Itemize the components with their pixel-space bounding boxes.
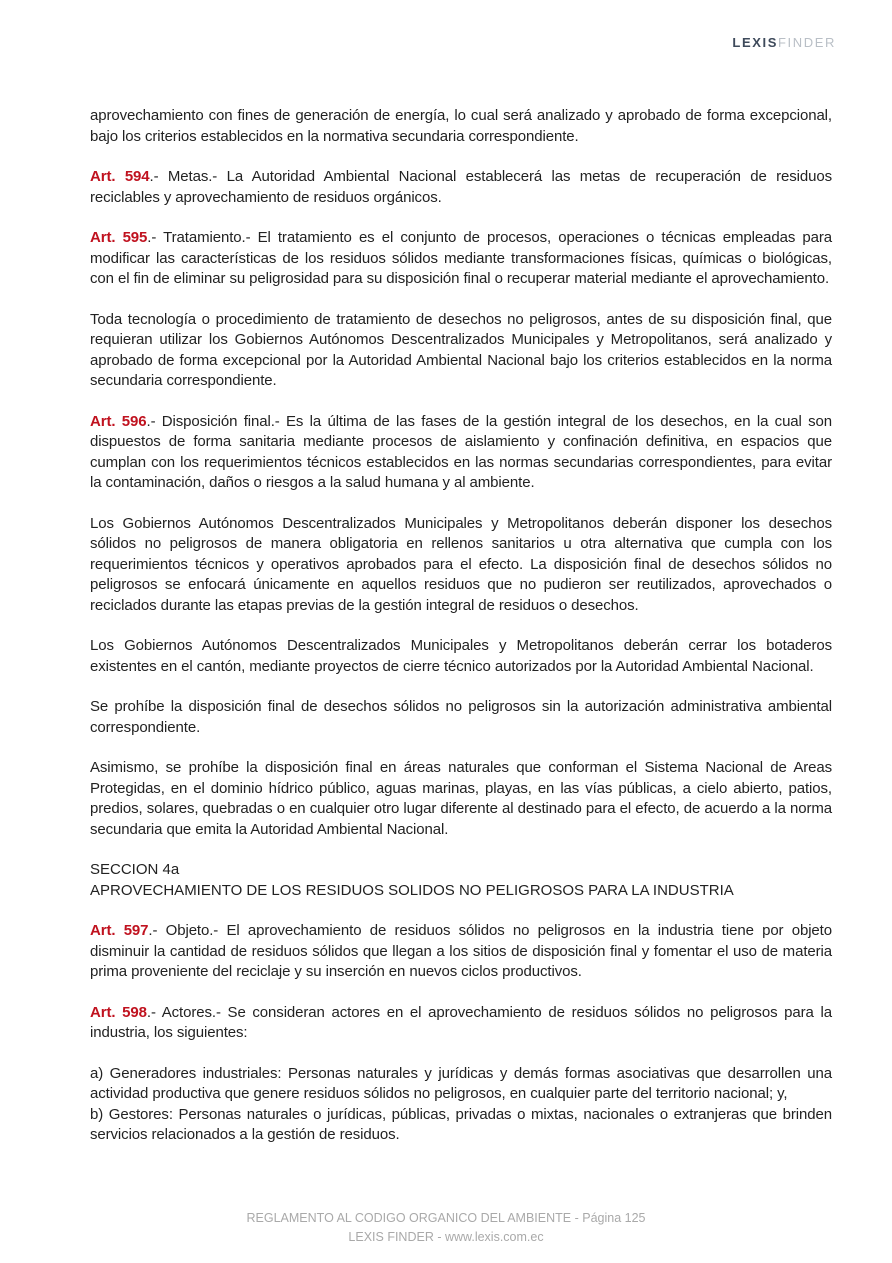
- article-594-label: Art. 594: [90, 168, 150, 185]
- document-content: [90, 106, 832, 1166]
- paragraph-article-595: [90, 228, 832, 290]
- paragraph-prohibe-disposicion: Se prohíbe la disposición final de desechos sólidos no peligrosos sin la autorización administrativa ambiental correspondiente.: [90, 698, 832, 736]
- article-596-label: Art. 596: [90, 412, 147, 430]
- paragraph-tecnologia: Toda tecnología o procedimiento de tratamiento de desechos no peligrosos, antes de su disposición final, que requieran utilizar los Gobiernos Autónomos Descentralizados Municipales y Metropolitanos, será analizado y aprobado de forma excepcional por la Autoridad Ambiental Nacional bajo los criterios establecidos en la norma secundaria correspondiente.: [90, 310, 832, 389]
- section-heading-title: APROVECHAMIENTO DE LOS RESIDUOS SOLIDOS NO PELIGROSOS PARA LA INDUSTRIA: [90, 881, 734, 899]
- article-598-text: .- Actores.- Se consideran actores en el aprovechamiento de residuos sólidos no peligrosos para la industria, los siguientes:: [90, 1003, 832, 1041]
- logo-text-finder: FINDER: [778, 35, 836, 50]
- paragraph-article-598: [90, 1003, 832, 1044]
- paragraph-asimismo: Asimismo, se prohíbe la disposición final en áreas naturales que conforman el Sistema Nacional de Areas Protegidas, en el dominio hídrico público, aguas marinas, playas, en las vías públicas, a cielo abierto, patios, predios, solares, quebradas o en cualquier otro lugar diferente al destinado para el efecto, de acuerdo a la norma secundaria que emita la Autoridad Ambiental Nacional.: [90, 759, 832, 838]
- footer-source: LEXIS FINDER - www.lexis.com.ec: [348, 1230, 544, 1244]
- list-item-a-generadores: a) Generadores industriales: Personas naturales y jurídicas y demás formas asociativas que desarrollen una actividad productiva que genere residuos sólidos no peligrosos, en cualquier parte del territorio nacional; y,: [90, 1064, 832, 1102]
- section-heading-number: SECCION 4a: [90, 861, 180, 878]
- article-595-text: .- Tratamiento.- El tratamiento es el conjunto de procesos, operaciones o técnicas empleadas para modificar las características de los residuos sólidos mediante transformaciones físicas, químicas o biológicas, con el fin de eliminar su peligrosidad para su disposición final o recuperar material mediante el aprovechamiento.: [90, 229, 832, 287]
- article-596-text: .- Disposición final.- Es la última de las fases de la gestión integral de los desechos, en la cual son dispuestos de forma sanitaria mediante procesos de aislamiento y confinación definitiva, en espacios que cumplan con los requerimientos técnicos establecidos en las normas secundarias correspondientes, para evitar la contaminación, daños o riesgos a la salud humana y al ambiente.: [90, 412, 832, 491]
- article-597-text: .- Objeto.- El aprovechamiento de residuos sólidos no peligrosos en la industria tiene por objeto disminuir la cantidad de residuos sólidos que llegan a los sitios de disposición final y fomentar el uso de materia prima proveniente del reciclaje y su inserción en nuevos ciclos productivos.: [90, 922, 832, 980]
- paragraph-article-594: [90, 167, 832, 208]
- paragraph-cerrar-botaderos: Los Gobiernos Autónomos Descentralizados Municipales y Metropolitanos deberán cerrar los botaderos existentes en el cantón, mediante proyectos de cierre técnico autorizados por la Autoridad Ambiental Nacional.: [90, 637, 832, 675]
- paragraph-article-597: [90, 921, 832, 983]
- article-595-label: Art. 595: [90, 229, 148, 246]
- logo-text-lexis: LEXIS: [732, 35, 778, 50]
- footer-document-title: REGLAMENTO AL CODIGO ORGANICO DEL AMBIENTE - Página 125: [246, 1211, 646, 1225]
- paragraph-disponer: Los Gobiernos Autónomos Descentralizados Municipales y Metropolitanos deberán disponer los desechos sólidos no peligrosos de manera obligatoria en rellenos sanitarios u otra alternativa que cumpla con los requerimientos técnicos y operativos aprobados para el efecto. La disposición final de desechos sólidos no peligrosos se enfocará únicamente en aquellos residuos que no pudieron ser reutilizados, aprovechados o reciclados durante las etapas previas de la gestión integral de residuos o desechos.: [90, 514, 832, 614]
- article-594-text: .- Metas.- La Autoridad Ambiental Nacional establecerá las metas de recuperación de residuos reciclables y aprovechamiento de residuos orgánicos.: [90, 168, 832, 206]
- article-597-label: Art. 597: [90, 922, 149, 939]
- page-footer: [0, 1209, 892, 1247]
- paragraph-article-596: [90, 412, 832, 494]
- article-598-label: Art. 598: [90, 1003, 147, 1021]
- section-heading: [90, 860, 832, 901]
- lexisfinder-logo: [732, 35, 836, 50]
- paragraph-intro-continuation: aprovechamiento con fines de generación de energía, lo cual será analizado y aprobado de forma excepcional, bajo los criterios establecidos en la normativa secundaria correspondiente.: [90, 107, 832, 145]
- list-item-b-gestores: b) Gestores: Personas naturales o jurídicas, públicas, privadas o mixtas, nacionales o extranjeras que brinden servicios relacionados a la gestión de residuos.: [90, 1105, 832, 1143]
